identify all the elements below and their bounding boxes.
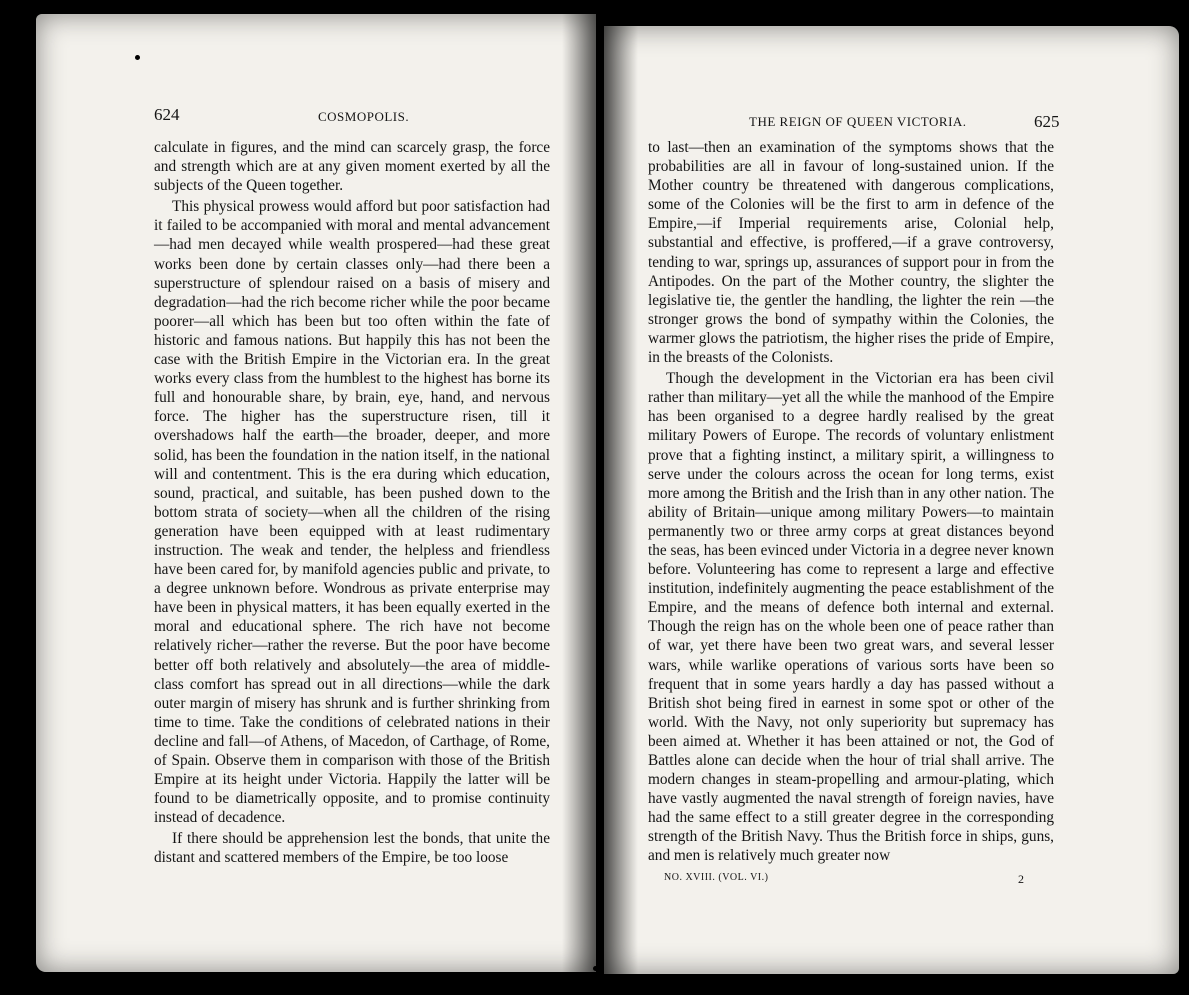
right-paragraph-2: Though the development in the Victorian era has been civil rather than military—yet all the while the manhood of the Empire has been organised to a degree hardly realised by the great military Powers of Europe. The records of voluntary enlistment prove that a fighting instinct, a military spirit, a willingness to serve under the colours across the ocean for long terms, exist more among the British and the Irish than in any other nation. The ability of Britain—unique among military Powers—to maintain permanently two or three army corps at great distances beyond the seas, has been evinced under Victoria in a degree never known before. Volunteering has come to represent a large and effective institution, indefinitely augmenting the peace establishment of the Empire, and the means of defence both internal and external. Though the reign has on the whole been one of peace rather than of war, yet there have been two great wars, and several lesser wars, while warlike operations of various sorts have been so frequent that in some years hardly a day has passed without a British shot being fired in earnest in some spot or other of the world. With the Navy, not only superiority but supremacy has been aimed at. Whether it has been attained or not, the God of Battles alone can decide when the hour of trial shall arrive. The modern changes in steam-propelling and armour-plating, which have vastly augmented the naval strength of foreign navies, have had the same effect to a still greater degree in the corresponding strength of the British Navy. Thus the British force in ships, guns, and men is relatively much greater now	[648, 370, 1054, 865]
left-paragraph-3: If there should be apprehension lest the bonds, that unite the distant and scattered members of the Empire, be too loose	[154, 830, 550, 867]
page-number-right: 625	[1034, 112, 1060, 131]
right-gutter-shadow	[604, 26, 638, 974]
right-text-block	[648, 138, 1054, 866]
left-paragraph-2: This physical prowess would afford but poor satisfaction had it failed to be accompanied with moral and mental advancement—had men decayed while wealth prospered—had these great works been done by certain classes only—had there been a superstructure of splendour raised on a basis of misery and degradation—had the rich become richer while the poor became poorer—all which has been but too often within the fate of historic and famous nations. But happily this has not been the case with the British Empire in the Victorian era. In the great works every class from the humblest to the highest has borne its full and honourable share, by brain, eye, hand, and nervous force. The higher has the superstructure risen, till it overshadows half the earth—the broader, deeper, and more solid, has been the foundation in the nation itself, in the national will and contentment. This is the era during which education, sound, practical, and suitable, has been pushed down to the bottom strata of society—when all the children of the rising generation have been equipped with at least rudimentary instruction. The weak and tender, the helpless and friendless have been cared for, by manifold agencies public and private, to a degree unknown before. Wondrous as private enterprise may have been in physical matters, it has been equally exerted in the moral and educational sphere. The rich have not become relatively richer—rather the reverse. But the poor have become better off both relatively and absolutely—the area of middle-class comfort has spread out in all directions—while the dark outer margin of misery has shrunk and is further shrinking from time to time. Take the conditions of celebrated nations in their decline and fall—of Athens, of Macedon, of Carthage, of Rome, of Spain. Observe them in comparison with those of the British Empire at its height under Victoria. Happily the latter will be found to be diametrically opposite, and to promise continuity instead of decadence.	[154, 198, 550, 827]
scan-speck	[593, 966, 598, 971]
left-text-block	[154, 138, 550, 868]
footer-signature: NO. XVIII. (VOL. VI.)	[664, 872, 769, 883]
running-head-right: THE REIGN OF QUEEN VICTORIA.	[749, 114, 967, 129]
right-paragraph-1: to last—then an examination of the symptoms shows that the probabilities are all in favour of long-sustained union. If the Mother country be threatened with dangerous complications, some of the Colonies will be the first to arm in defence of the Empire,—if Imperial requirements arise, Colonial help, substantial and effective, is proffered,—if a grave controversy, tending to war, springs up, assurances of support pour in from the Antipodes. On the part of the Mother country, the slighter the legislative tie, the gentler the handling, the lighter the rein —the stronger grows the bond of sympathy within the Colonies, the warmer glows the patriotism, the higher rises the pride of Empire, in the breasts of the Colonists.	[648, 139, 1054, 367]
left-page	[36, 14, 596, 972]
scan-speck	[135, 55, 140, 60]
left-gutter-shadow	[562, 14, 596, 972]
left-paragraph-1: calculate in figures, and the mind can scarcely grasp, the force and strength which are at any given moment exerted by all the subjects of the Queen together.	[154, 139, 550, 195]
right-page	[604, 26, 1179, 974]
running-head-left: COSMOPOLIS.	[318, 109, 410, 124]
footer-mark: 2	[1018, 872, 1025, 886]
page-number-left: 624	[154, 105, 180, 124]
